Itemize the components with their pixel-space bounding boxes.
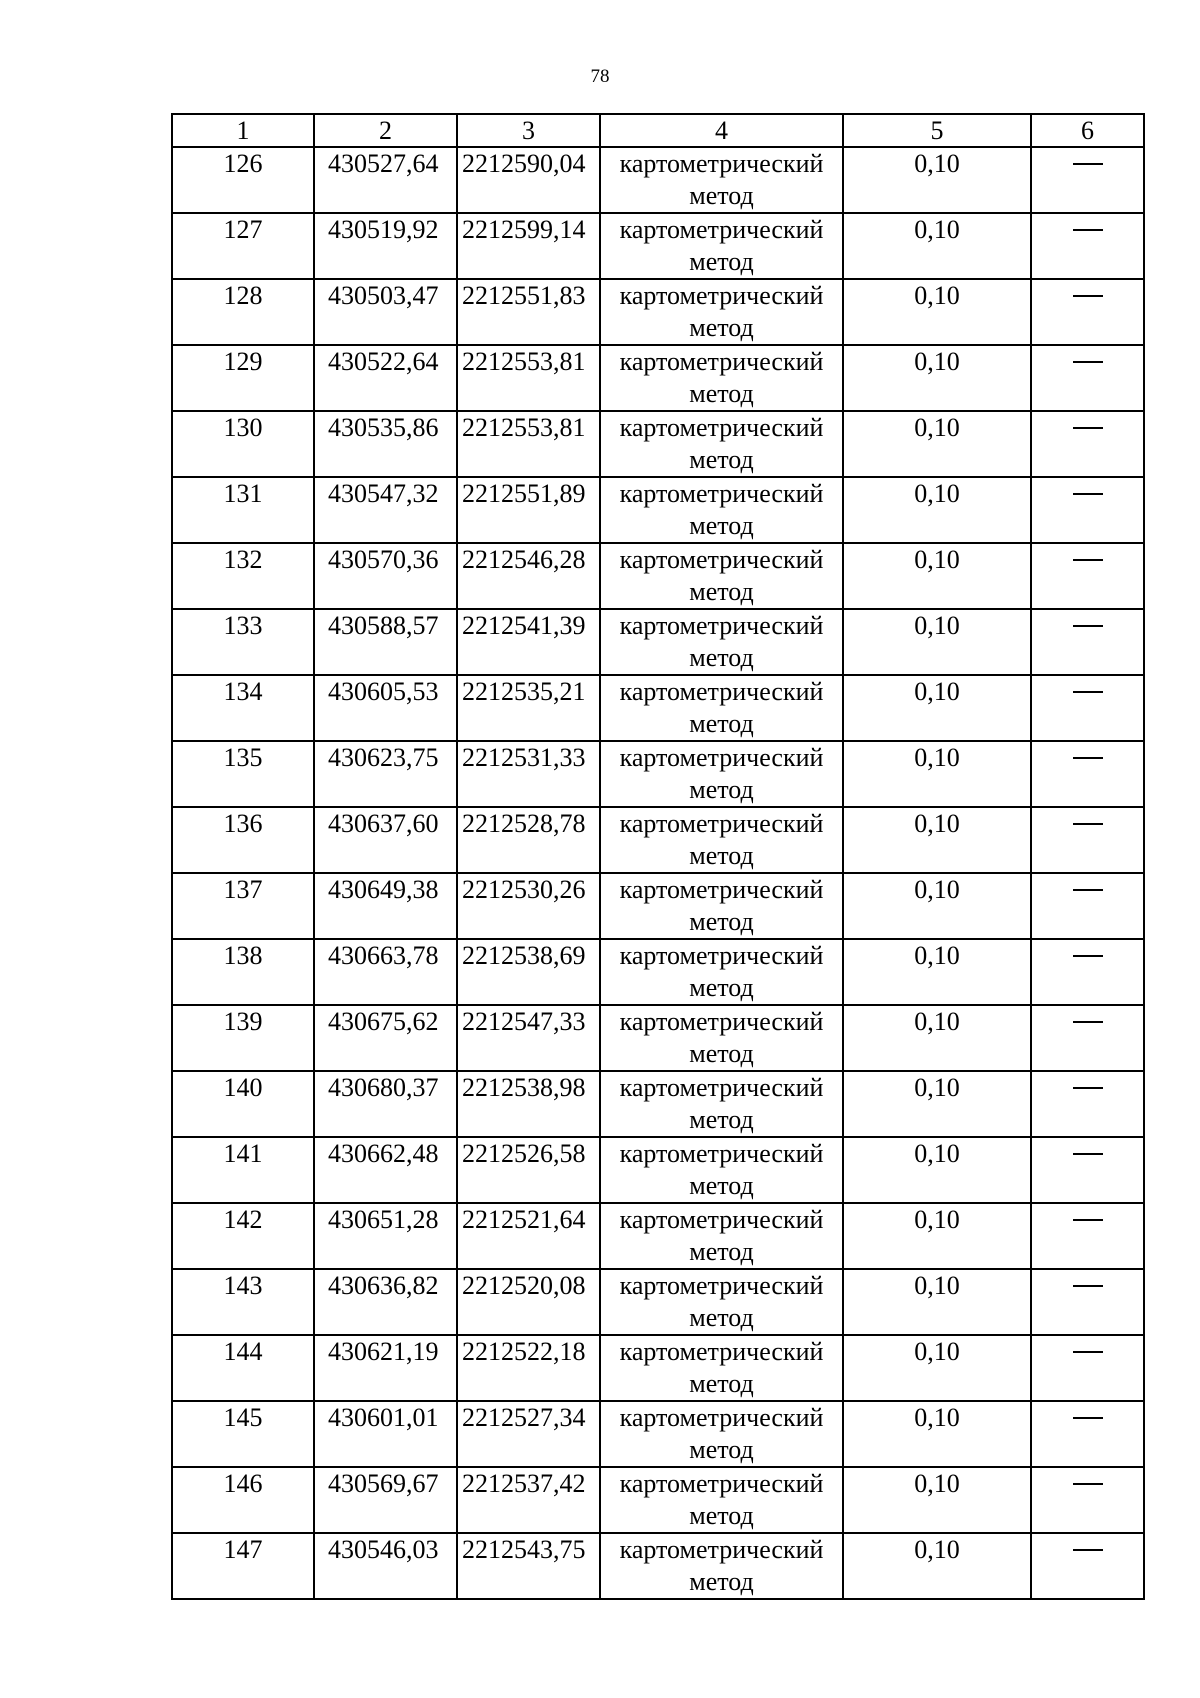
note-cell	[1031, 543, 1144, 609]
note-cell	[1031, 279, 1144, 345]
dash-mark	[1073, 1087, 1103, 1089]
y-coordinate-cell: 2212537,42	[457, 1467, 600, 1533]
accuracy-cell: 0,10	[843, 1071, 1031, 1137]
x-coordinate-cell: 430588,57	[314, 609, 457, 675]
x-coordinate-cell: 430680,37	[314, 1071, 457, 1137]
point-number-cell: 132	[172, 543, 314, 609]
note-cell	[1031, 675, 1144, 741]
dash-mark	[1073, 889, 1103, 891]
table-row	[172, 675, 1144, 741]
accuracy-cell: 0,10	[843, 1203, 1031, 1269]
accuracy-cell: 0,10	[843, 411, 1031, 477]
point-number-cell: 141	[172, 1137, 314, 1203]
table-row	[172, 1467, 1144, 1533]
table-row	[172, 477, 1144, 543]
y-coordinate-cell: 2212553,81	[457, 411, 600, 477]
note-cell	[1031, 1203, 1144, 1269]
y-coordinate-cell: 2212551,89	[457, 477, 600, 543]
accuracy-cell: 0,10	[843, 1269, 1031, 1335]
x-coordinate-cell: 430569,67	[314, 1467, 457, 1533]
table-row	[172, 609, 1144, 675]
column-header: 6	[1031, 114, 1144, 147]
method-cell: картометрический метод	[600, 1467, 843, 1533]
method-cell: картометрический метод	[600, 1005, 843, 1071]
method-cell: картометрический метод	[600, 609, 843, 675]
method-cell: картометрический метод	[600, 1269, 843, 1335]
y-coordinate-cell: 2212527,34	[457, 1401, 600, 1467]
table-row	[172, 1137, 1144, 1203]
note-cell	[1031, 1005, 1144, 1071]
note-cell	[1031, 873, 1144, 939]
column-header: 3	[457, 114, 600, 147]
column-header: 4	[600, 114, 843, 147]
point-number-cell: 144	[172, 1335, 314, 1401]
dash-mark	[1073, 691, 1103, 693]
table-row	[172, 939, 1144, 1005]
accuracy-cell: 0,10	[843, 1005, 1031, 1071]
accuracy-cell: 0,10	[843, 1137, 1031, 1203]
dash-mark	[1073, 757, 1103, 759]
x-coordinate-cell: 430663,78	[314, 939, 457, 1005]
dash-mark	[1073, 1417, 1103, 1419]
dash-mark	[1073, 163, 1103, 165]
note-cell	[1031, 1533, 1144, 1599]
point-number-cell: 131	[172, 477, 314, 543]
accuracy-cell: 0,10	[843, 1533, 1031, 1599]
method-cell: картометрический метод	[600, 807, 843, 873]
table-row	[172, 873, 1144, 939]
dash-mark	[1073, 1021, 1103, 1023]
x-coordinate-cell: 430570,36	[314, 543, 457, 609]
table-row	[172, 807, 1144, 873]
note-cell	[1031, 1137, 1144, 1203]
method-cell: картометрический метод	[600, 1203, 843, 1269]
point-number-cell: 143	[172, 1269, 314, 1335]
note-cell	[1031, 213, 1144, 279]
dash-mark	[1073, 823, 1103, 825]
point-number-cell: 134	[172, 675, 314, 741]
note-cell	[1031, 345, 1144, 411]
accuracy-cell: 0,10	[843, 147, 1031, 213]
note-cell	[1031, 741, 1144, 807]
point-number-cell: 140	[172, 1071, 314, 1137]
method-cell: картометрический метод	[600, 741, 843, 807]
accuracy-cell: 0,10	[843, 543, 1031, 609]
x-coordinate-cell: 430662,48	[314, 1137, 457, 1203]
point-number-cell: 147	[172, 1533, 314, 1599]
method-cell: картометрический метод	[600, 1335, 843, 1401]
note-cell	[1031, 1467, 1144, 1533]
y-coordinate-cell: 2212546,28	[457, 543, 600, 609]
y-coordinate-cell: 2212551,83	[457, 279, 600, 345]
column-header: 5	[843, 114, 1031, 147]
note-cell	[1031, 1269, 1144, 1335]
point-number-cell: 137	[172, 873, 314, 939]
dash-mark	[1073, 361, 1103, 363]
y-coordinate-cell: 2212522,18	[457, 1335, 600, 1401]
method-cell: картометрический метод	[600, 1533, 843, 1599]
dash-mark	[1073, 493, 1103, 495]
method-cell: картометрический метод	[600, 345, 843, 411]
x-coordinate-cell: 430637,60	[314, 807, 457, 873]
method-cell: картометрический метод	[600, 675, 843, 741]
accuracy-cell: 0,10	[843, 279, 1031, 345]
method-cell: картометрический метод	[600, 147, 843, 213]
x-coordinate-cell: 430605,53	[314, 675, 457, 741]
column-header: 1	[172, 114, 314, 147]
accuracy-cell: 0,10	[843, 213, 1031, 279]
x-coordinate-cell: 430522,64	[314, 345, 457, 411]
y-coordinate-cell: 2212535,21	[457, 675, 600, 741]
table-body	[172, 114, 1144, 1599]
dash-mark	[1073, 229, 1103, 231]
dash-mark	[1073, 955, 1103, 957]
x-coordinate-cell: 430601,01	[314, 1401, 457, 1467]
point-number-cell: 136	[172, 807, 314, 873]
dash-mark	[1073, 1153, 1103, 1155]
dash-mark	[1073, 295, 1103, 297]
method-cell: картометрический метод	[600, 873, 843, 939]
x-coordinate-cell: 430651,28	[314, 1203, 457, 1269]
x-coordinate-cell: 430503,47	[314, 279, 457, 345]
accuracy-cell: 0,10	[843, 1335, 1031, 1401]
coordinates-table	[171, 113, 1145, 1600]
note-cell	[1031, 1401, 1144, 1467]
table-row	[172, 345, 1144, 411]
column-header: 2	[314, 114, 457, 147]
dash-mark	[1073, 1351, 1103, 1353]
table-row	[172, 1335, 1144, 1401]
point-number-cell: 127	[172, 213, 314, 279]
x-coordinate-cell: 430675,62	[314, 1005, 457, 1071]
point-number-cell: 142	[172, 1203, 314, 1269]
accuracy-cell: 0,10	[843, 1467, 1031, 1533]
method-cell: картометрический метод	[600, 411, 843, 477]
table-row	[172, 279, 1144, 345]
y-coordinate-cell: 2212538,69	[457, 939, 600, 1005]
method-cell: картометрический метод	[600, 213, 843, 279]
x-coordinate-cell: 430621,19	[314, 1335, 457, 1401]
table-row	[172, 213, 1144, 279]
point-number-cell: 139	[172, 1005, 314, 1071]
dash-mark	[1073, 559, 1103, 561]
point-number-cell: 133	[172, 609, 314, 675]
point-number-cell: 128	[172, 279, 314, 345]
x-coordinate-cell: 430546,03	[314, 1533, 457, 1599]
method-cell: картометрический метод	[600, 1401, 843, 1467]
accuracy-cell: 0,10	[843, 807, 1031, 873]
accuracy-cell: 0,10	[843, 675, 1031, 741]
y-coordinate-cell: 2212521,64	[457, 1203, 600, 1269]
note-cell	[1031, 411, 1144, 477]
x-coordinate-cell: 430623,75	[314, 741, 457, 807]
point-number-cell: 135	[172, 741, 314, 807]
table-row	[172, 741, 1144, 807]
y-coordinate-cell: 2212541,39	[457, 609, 600, 675]
table-row	[172, 1005, 1144, 1071]
note-cell	[1031, 939, 1144, 1005]
method-cell: картометрический метод	[600, 477, 843, 543]
note-cell	[1031, 807, 1144, 873]
y-coordinate-cell: 2212547,33	[457, 1005, 600, 1071]
y-coordinate-cell: 2212543,75	[457, 1533, 600, 1599]
accuracy-cell: 0,10	[843, 1401, 1031, 1467]
dash-mark	[1073, 1549, 1103, 1551]
y-coordinate-cell: 2212599,14	[457, 213, 600, 279]
method-cell: картометрический метод	[600, 543, 843, 609]
accuracy-cell: 0,10	[843, 873, 1031, 939]
method-cell: картометрический метод	[600, 1137, 843, 1203]
note-cell	[1031, 1335, 1144, 1401]
x-coordinate-cell: 430527,64	[314, 147, 457, 213]
accuracy-cell: 0,10	[843, 609, 1031, 675]
dash-mark	[1073, 427, 1103, 429]
y-coordinate-cell: 2212590,04	[457, 147, 600, 213]
accuracy-cell: 0,10	[843, 345, 1031, 411]
table-header-row	[172, 114, 1144, 147]
method-cell: картометрический метод	[600, 279, 843, 345]
method-cell: картометрический метод	[600, 939, 843, 1005]
dash-mark	[1073, 625, 1103, 627]
method-cell: картометрический метод	[600, 1071, 843, 1137]
table-row	[172, 1071, 1144, 1137]
accuracy-cell: 0,10	[843, 939, 1031, 1005]
dash-mark	[1073, 1285, 1103, 1287]
accuracy-cell: 0,10	[843, 477, 1031, 543]
y-coordinate-cell: 2212530,26	[457, 873, 600, 939]
y-coordinate-cell: 2212538,98	[457, 1071, 600, 1137]
y-coordinate-cell: 2212528,78	[457, 807, 600, 873]
accuracy-cell: 0,10	[843, 741, 1031, 807]
dash-mark	[1073, 1483, 1103, 1485]
table-row	[172, 1269, 1144, 1335]
dash-mark	[1073, 1219, 1103, 1221]
point-number-cell: 145	[172, 1401, 314, 1467]
point-number-cell: 138	[172, 939, 314, 1005]
table-row	[172, 1401, 1144, 1467]
x-coordinate-cell: 430519,92	[314, 213, 457, 279]
point-number-cell: 126	[172, 147, 314, 213]
y-coordinate-cell: 2212526,58	[457, 1137, 600, 1203]
note-cell	[1031, 147, 1144, 213]
page-number: 78	[590, 66, 610, 87]
point-number-cell: 146	[172, 1467, 314, 1533]
point-number-cell: 130	[172, 411, 314, 477]
y-coordinate-cell: 2212553,81	[457, 345, 600, 411]
x-coordinate-cell: 430547,32	[314, 477, 457, 543]
y-coordinate-cell: 2212531,33	[457, 741, 600, 807]
table-row	[172, 1533, 1144, 1599]
table-row	[172, 1203, 1144, 1269]
table-row	[172, 411, 1144, 477]
y-coordinate-cell: 2212520,08	[457, 1269, 600, 1335]
x-coordinate-cell: 430535,86	[314, 411, 457, 477]
note-cell	[1031, 1071, 1144, 1137]
table-row	[172, 543, 1144, 609]
note-cell	[1031, 609, 1144, 675]
point-number-cell: 129	[172, 345, 314, 411]
x-coordinate-cell: 430649,38	[314, 873, 457, 939]
note-cell	[1031, 477, 1144, 543]
table-row	[172, 147, 1144, 213]
x-coordinate-cell: 430636,82	[314, 1269, 457, 1335]
